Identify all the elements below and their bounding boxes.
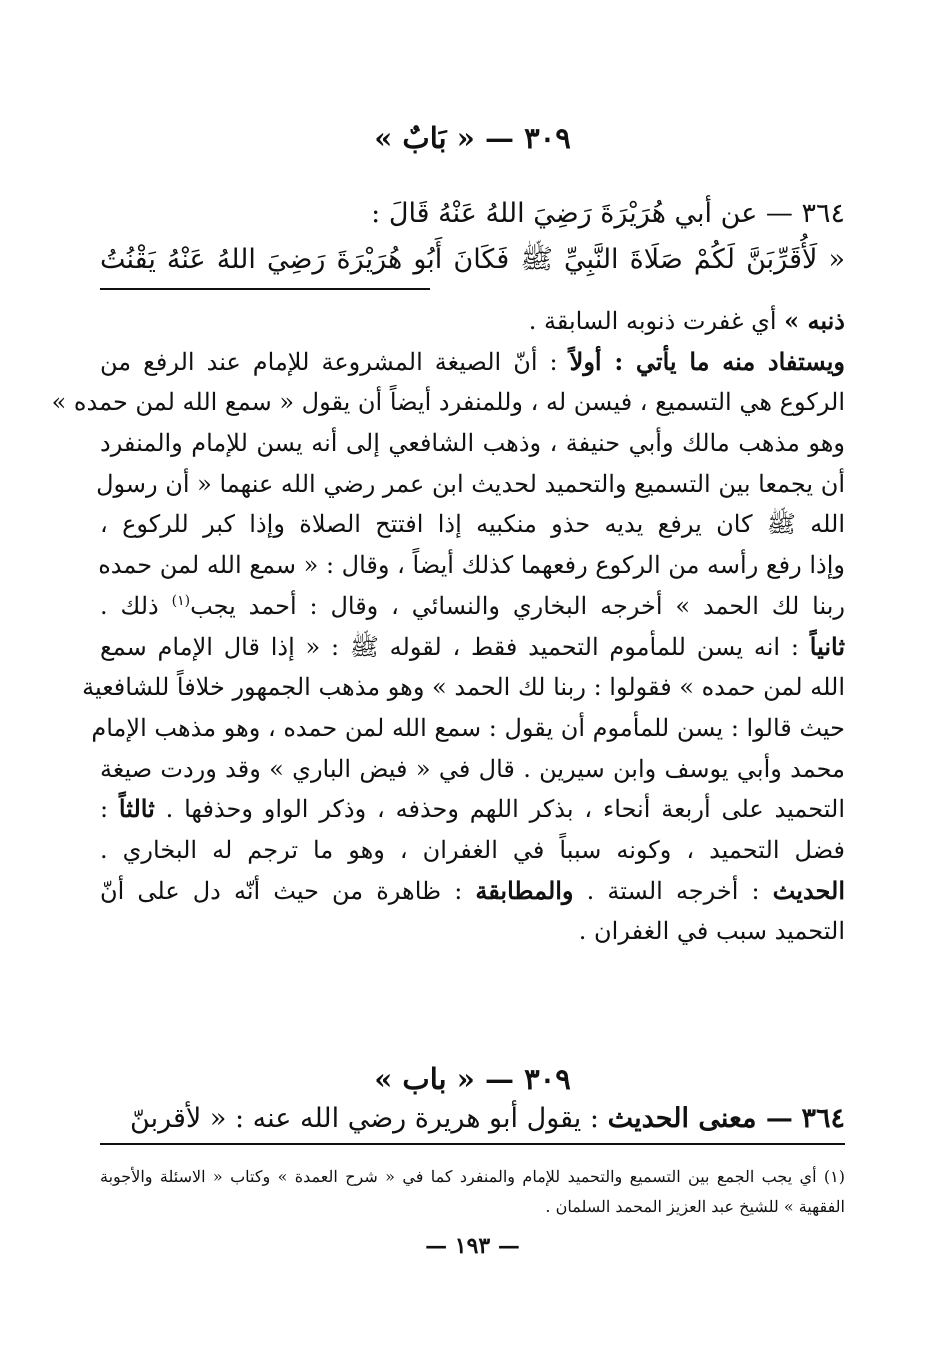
book-page	[51, 0, 845, 1365]
hadith-narrator-line	[100, 194, 845, 234]
commentary-line	[100, 342, 845, 383]
commentary-line	[100, 586, 845, 627]
commentary-segment: أن يجمعا بين التسميع والتحميد لحديث ابن عمر رضي الله عنهما « أن رسول	[96, 469, 845, 498]
commentary-line	[100, 871, 845, 912]
footnote-marker: (١)	[171, 592, 191, 609]
commentary-segment: : ظاهرة من حيث أنّه دل على أنّ	[100, 876, 476, 905]
commentary-line	[100, 301, 845, 342]
commentary-segment: أي غفرت ذنوبه السابقة .	[528, 307, 785, 335]
commentary-segment: الله ﷺ كان يرفع يديه حذو منكبيه إذا افتتح الصلاة وإذا كبر للركوع ،	[100, 510, 845, 539]
commentary-body	[51, 301, 845, 952]
commentary-line	[100, 627, 845, 668]
commentary-segment: حيث قالوا : يسن للمأموم أن يقول : سمع الله لمن حمده ، وهو مذهب الإمام	[91, 713, 845, 742]
commentary-segment: ويستفاد منه ما يأتي : أولاً	[569, 346, 845, 376]
commentary-segment: فضل التحميد ، وكونه سبباً في الغفران ، وهو ما ترجم له البخاري .	[100, 835, 845, 864]
commentary-line	[100, 830, 845, 871]
second-chapter-number: ٣٠٩	[524, 1062, 571, 1096]
hadith-narrator: — عن أبي هُرَيْرَةَ رَضِيَ اللهُ عَنْهُ قَالَ :	[371, 198, 793, 229]
commentary-segment: ذلك .	[100, 591, 172, 620]
chapter-number: ٣٠٩	[524, 121, 571, 155]
chapter-title: « بَابٌ »	[374, 121, 475, 155]
commentary-segment: ذنبه »	[784, 306, 845, 335]
chapter-heading	[100, 118, 845, 158]
commentary-segment: : أخرجه الستة .	[573, 876, 773, 905]
commentary-line	[100, 911, 845, 952]
commentary-segment: الله لمن حمده » فقولوا : ربنا لك الحمد » وهو مذهب الجمهور خلافاً للشافعية	[82, 673, 845, 702]
summary-number: ٣٦٤	[801, 1103, 845, 1134]
commentary-segment: : انه يسن للمأموم التحميد فقط ، لقوله ﷺ : « إذا قال الإمام سمع	[100, 632, 810, 661]
commentary-segment: ربنا لك الحمد » أخرجه البخاري والنسائي ، وقال : أحمد يجب	[190, 591, 845, 620]
commentary-line	[100, 545, 845, 586]
commentary-line	[82, 667, 845, 708]
commentary-line	[100, 789, 845, 830]
footnotes	[100, 1162, 845, 1222]
second-heading-dash: —	[474, 1062, 514, 1096]
commentary-segment: والمطابقة	[475, 875, 574, 905]
page-number: — ١٩٣ —	[425, 1233, 520, 1259]
commentary-segment: الحديث	[772, 875, 845, 905]
commentary-segment: :	[100, 795, 119, 824]
footnote-rule	[100, 1143, 845, 1145]
second-chapter-title: « باب »	[374, 1062, 475, 1096]
commentary-segment: محمد وأبي يوسف وابن سيرين . قال في « فيض الباري » وقد وردت صيغة	[100, 754, 845, 783]
commentary-segment: الركوع هي التسميع ، فيسن له ، وللمنفرد أيضاً أن يقول « سمع الله لمن حمده »	[51, 388, 845, 417]
commentary-segment: وإذا رفع رأسه من الركوع رفعهما كذلك أيضاً ، وقال : « سمع الله لمن حمده	[98, 551, 845, 580]
commentary-line	[51, 382, 845, 423]
separator-rule	[100, 288, 430, 290]
summary-text: : يقول أبو هريرة رضي الله عنه : « لأقربنّ	[130, 1103, 599, 1134]
hadith-text-line: « لَأُقَرِّبَنَّ لَكُمْ صَلَاةَ النَّبِيِّ ﷺ فَكَانَ أَبُو هُرَيْرَةَ رَضِيَ اللهُ عَنْهُ يَقْنُتُ	[100, 244, 845, 275]
commentary-segment: التحميد على أربعة أنحاء ، بذكر اللهم وحذفه ، وذكر الواو وحذفها .	[154, 795, 845, 824]
commentary-segment: : أنّ الصيغة المشروعة للإمام عند الرفع من	[100, 347, 570, 376]
commentary-segment: ثانياً	[809, 631, 845, 661]
summary-label: — معنى الحديث	[607, 1103, 793, 1134]
commentary-line	[100, 423, 845, 464]
commentary-segment: التحميد سبب في الغفران .	[578, 917, 845, 946]
heading-dash: —	[474, 121, 514, 155]
footnote-line: الفقهية » للشيخ عبد العزيز المحمد السلمان .	[545, 1197, 845, 1216]
second-chapter-heading	[100, 1059, 845, 1099]
commentary-line	[100, 749, 845, 790]
summary-line	[100, 1099, 845, 1139]
hadith-number: ٣٦٤	[801, 198, 845, 229]
commentary-line	[91, 708, 845, 749]
commentary-segment: وهو مذهب مالك وأبي حنيفة ، وذهب الشافعي إلى أنه يسن للإمام والمنفرد	[100, 429, 845, 458]
footnote-line: (١) أي يجب الجمع بين التسميع والتحميد للإمام والمنفرد كما في « شرح العمدة » وكتاب « الاسئلة والأجوبة	[100, 1167, 845, 1186]
commentary-line	[100, 504, 845, 545]
commentary-segment: ثالثاً	[118, 794, 155, 824]
commentary-line	[96, 464, 845, 505]
